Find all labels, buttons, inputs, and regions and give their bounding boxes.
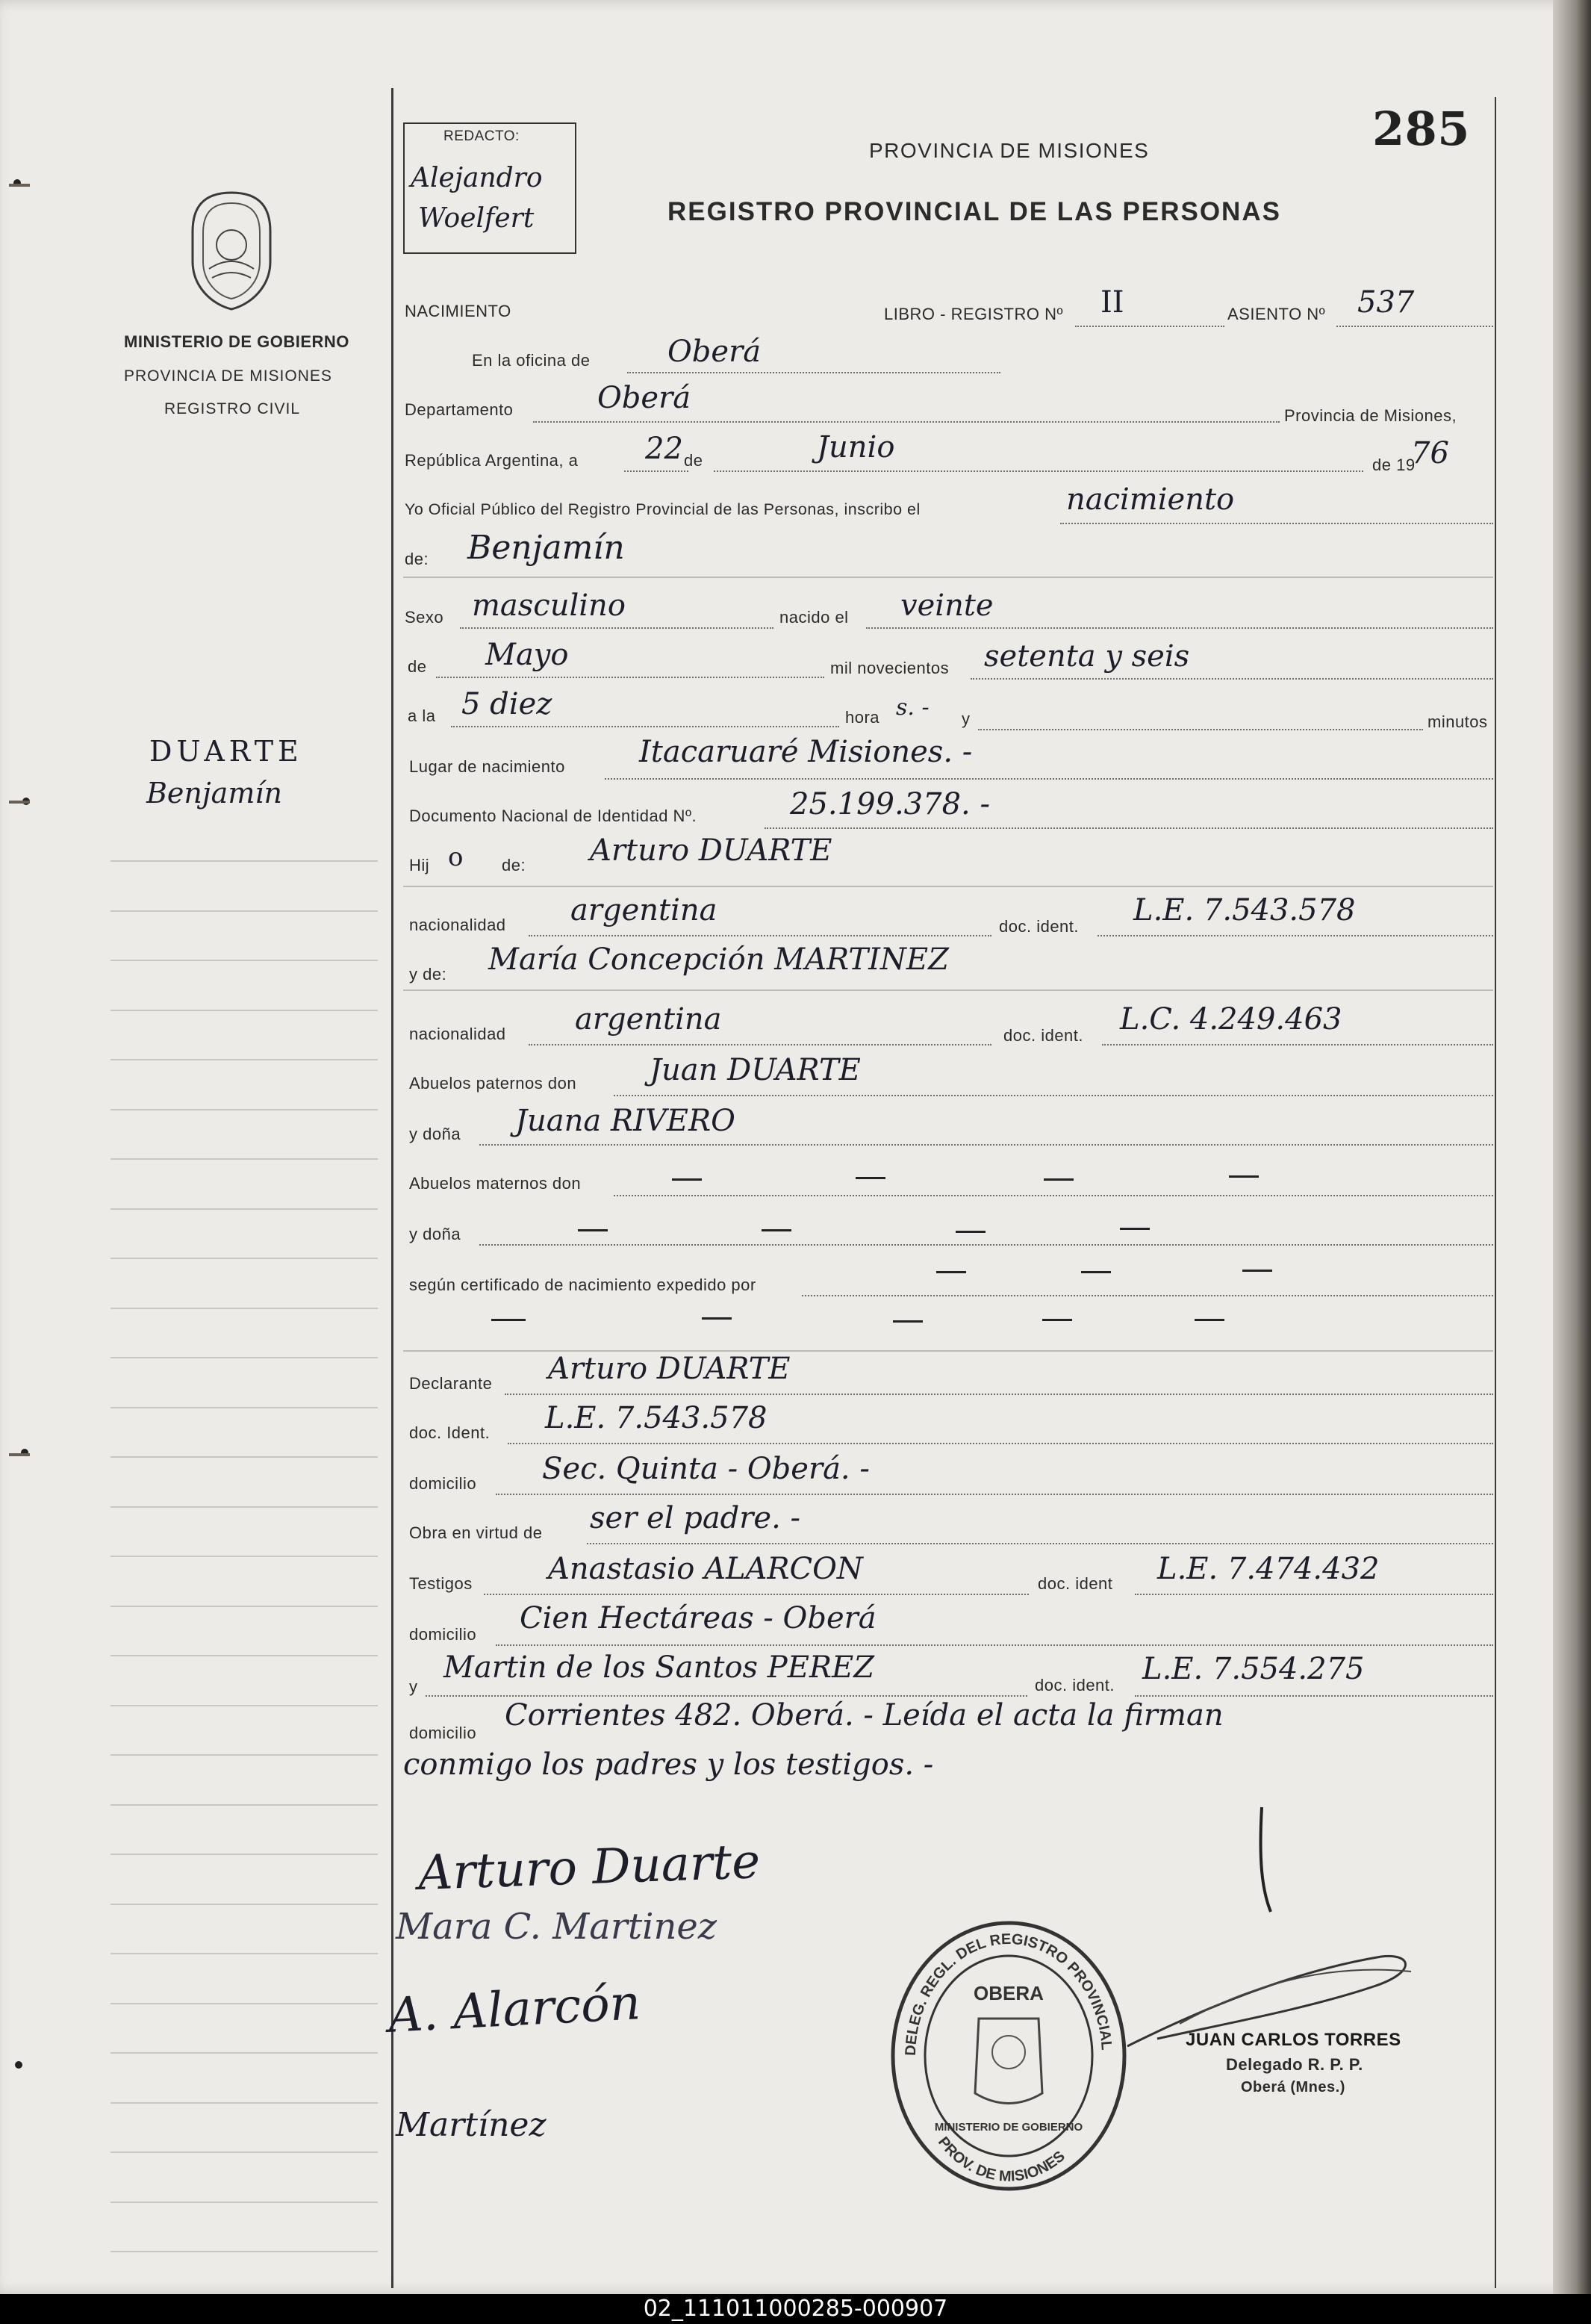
domicilio1-label: domicilio — [409, 1474, 477, 1493]
form-rule — [403, 886, 1493, 887]
sexo-label: Sexo — [405, 608, 444, 627]
republica-label: República Argentina, a — [405, 451, 579, 470]
blank-dash — [578, 1229, 608, 1231]
mes-value: Mayo — [485, 638, 569, 672]
blank-dash — [491, 1319, 526, 1321]
signature-witness-2: Martínez — [396, 2106, 547, 2144]
oficina-label: En la oficina de — [472, 351, 591, 370]
margin-rule — [110, 2052, 378, 2054]
day-value: 22 — [645, 432, 683, 466]
ministry-province: PROVINCIA DE MISIONES — [124, 367, 332, 385]
binding-hole — [15, 2061, 22, 2069]
blank-dash — [1044, 1178, 1074, 1181]
nac2-value: argentina — [575, 1002, 722, 1037]
margin-rule — [110, 1804, 378, 1806]
official-name: JUAN CARLOS TORRES — [1186, 2030, 1401, 2050]
doc3-label: doc. ident — [1038, 1574, 1113, 1593]
dots — [978, 729, 1423, 730]
dots — [866, 627, 1493, 629]
obra-value: ser el padre. - — [590, 1501, 801, 1535]
abuelo-pat-value: Juan DUARTE — [650, 1053, 861, 1087]
margin-surname: DUARTE — [149, 735, 303, 768]
doc3-value: L.E. 7.474.432 — [1157, 1552, 1380, 1586]
margin-given-name: Benjamín — [146, 777, 282, 810]
blank-dash — [936, 1271, 966, 1273]
dots — [1060, 523, 1493, 524]
hora-label: hora — [845, 708, 880, 727]
dots — [426, 1695, 1027, 1697]
asiento-label: ASIENTO Nº — [1227, 305, 1326, 323]
form-right-border — [1495, 97, 1496, 2288]
header-province: PROVINCIA DE MISIONES — [869, 139, 1150, 162]
blank-dash — [1120, 1228, 1150, 1230]
domicilio1-value: Sec. Quinta - Oberá. - — [542, 1452, 870, 1486]
anio-value: setenta y seis — [984, 639, 1190, 674]
mil-label: mil novecientos — [830, 659, 950, 677]
margin-rule — [110, 1506, 378, 1508]
abuelos-mat-label: Abuelos maternos don — [409, 1174, 582, 1193]
dots — [802, 1295, 1493, 1296]
staple — [9, 184, 30, 187]
dots — [1336, 326, 1493, 327]
margin-rule — [110, 1904, 378, 1905]
nacido-label: nacido el — [779, 608, 849, 627]
doc1-value: L.E. 7.543.578 — [1133, 893, 1356, 928]
signature-mother: Mara C. Martinez — [396, 1906, 717, 1948]
dots — [451, 726, 839, 727]
dots — [436, 677, 824, 678]
libro-value: II — [1100, 285, 1124, 320]
blank-dash — [1229, 1175, 1259, 1178]
closing-value: conmigo los padres y los testigos. - — [403, 1747, 934, 1782]
nac2-label: nacionalidad — [409, 1025, 506, 1043]
official-stamp — [885, 1918, 1132, 2194]
yde-label: y de: — [409, 965, 447, 984]
oficial-text: Yo Oficial Público del Registro Provincial de las Personas, inscribo el — [405, 500, 921, 518]
dots — [460, 627, 773, 629]
margin-rule — [110, 1556, 378, 1557]
de-name-label: de: — [405, 550, 429, 568]
nac1-label: nacionalidad — [409, 916, 506, 934]
dots — [765, 827, 1493, 829]
dots — [627, 372, 1000, 373]
abuelos-pat-label: Abuelos paternos don — [409, 1074, 577, 1093]
dots — [614, 1095, 1493, 1096]
staple — [9, 801, 30, 804]
dots — [505, 1394, 1493, 1395]
stamp-ring-text: DELEG. REGL. DEL REGISTRO PROVINCIAL — [902, 1930, 1115, 2057]
blank-dash — [672, 1178, 702, 1181]
de-label: de — [684, 451, 703, 470]
hijo-label-b: o — [448, 842, 464, 872]
dots — [508, 1443, 1493, 1444]
form-left-border — [391, 88, 393, 2288]
blank-dash — [856, 1177, 885, 1179]
margin-rule — [110, 1059, 378, 1060]
departamento-label: Departamento — [405, 400, 514, 419]
lugar-value: Itacaruaré Misiones. - — [639, 735, 973, 769]
official-location: Oberá (Mnes.) — [1241, 2079, 1345, 2095]
docident-value: L.E. 7.543.578 — [545, 1401, 768, 1435]
stamp-center-bottom: MINISTERIO DE GOBIERNO — [934, 2121, 1083, 2134]
declarante-value: Arturo DUARTE — [548, 1352, 791, 1386]
dots — [1135, 1594, 1493, 1595]
margin-rule — [110, 860, 378, 862]
testigo1-value: Anastasio ALARCON — [548, 1552, 863, 1586]
hora-value: 5 diez — [461, 687, 552, 721]
obra-label: Obra en virtud de — [409, 1523, 543, 1542]
minutos-label: minutos — [1427, 712, 1488, 731]
domicilio3-value: Corrientes 482. Oberá. - Leída el acta la firman — [505, 1698, 1224, 1733]
libro-label: LIBRO - REGISTRO Nº — [884, 305, 1064, 323]
blank-dash — [1242, 1270, 1272, 1272]
staple — [9, 1453, 30, 1456]
testigos-label: Testigos — [409, 1574, 473, 1593]
margin-rule — [110, 1208, 378, 1210]
dots — [479, 1244, 1493, 1246]
inscribo-value: nacimiento — [1066, 482, 1235, 517]
margin-rule — [110, 1308, 378, 1309]
redacto-box — [403, 122, 576, 254]
page-number: 285 — [1372, 102, 1470, 156]
blank-dash — [956, 1231, 986, 1233]
svg-text:PROV. DE MISIONES — [935, 2134, 1068, 2185]
margin-rule — [110, 1407, 378, 1408]
year-value: 76 — [1411, 436, 1449, 470]
dots — [496, 1644, 1493, 1646]
doc1-label: doc. ident. — [999, 917, 1080, 936]
dots — [1102, 1044, 1493, 1046]
doc4-value: L.E. 7.554.275 — [1142, 1652, 1365, 1686]
margin-rule — [110, 1158, 378, 1160]
image-caption: 02_111011000285-000907 — [643, 2296, 948, 2322]
nacido-value: veinte — [900, 588, 994, 623]
margin-rule — [110, 1109, 378, 1110]
hijo-label-c: de: — [502, 856, 526, 874]
registry-title: REGISTRO PROVINCIAL DE LAS PERSONAS — [667, 197, 1281, 226]
ministry-title: MINISTERIO DE GOBIERNO — [124, 332, 349, 351]
dots — [1097, 935, 1493, 936]
sexo-value: masculino — [472, 588, 626, 623]
testigo2-value: Martin de los Santos PEREZ — [443, 1650, 875, 1685]
doc2-label: doc. ident. — [1003, 1026, 1084, 1045]
abuela-pat-value: Juana RIVERO — [515, 1104, 735, 1138]
dots — [587, 1543, 1493, 1544]
blank-dash — [702, 1317, 732, 1320]
month-value: Junio — [817, 430, 895, 465]
de-mes-label: de — [408, 657, 427, 676]
dni-label: Documento Nacional de Identidad Nº. — [409, 807, 697, 825]
year-prefix: de 19 — [1372, 456, 1416, 474]
departamento-value: Oberá — [597, 381, 691, 415]
margin-rule — [110, 1854, 378, 1855]
stamp-ring-bottom: PROV. DE MISIONES — [934, 2134, 1068, 2185]
madre-value: María Concepción MARTINEZ — [488, 942, 949, 977]
blank-dash — [762, 1229, 791, 1231]
margin-rule — [110, 1655, 378, 1656]
margin-rule — [110, 1606, 378, 1607]
ministry-registry: REGISTRO CIVIL — [164, 400, 301, 417]
domicilio2-value: Cien Hectáreas - Oberá — [520, 1601, 877, 1635]
dots — [714, 470, 1363, 472]
ministry-seal — [179, 187, 284, 314]
official-title: Delegado R. P. P. — [1226, 2055, 1363, 2074]
margin-rule — [110, 2102, 378, 2104]
form-rule — [403, 989, 1493, 991]
dots — [479, 1144, 1493, 1146]
blank-dash — [1195, 1319, 1224, 1321]
signature-witness-1: A. Alarcón — [387, 1975, 642, 2044]
declarante-label: Declarante — [409, 1374, 493, 1393]
stamp-center-top: OBERA — [974, 1982, 1044, 2004]
doc2-value: L.C. 4.249.463 — [1120, 1002, 1342, 1037]
ydona2-label: y doña — [409, 1225, 461, 1243]
dots — [1135, 1695, 1493, 1697]
record-type-label: NACIMIENTO — [405, 302, 511, 320]
redacto-label: REDACTO: — [443, 128, 520, 144]
margin-rule — [110, 1357, 378, 1358]
book-edge — [1553, 0, 1591, 2294]
dots — [529, 935, 991, 936]
margin-rule — [110, 1953, 378, 1954]
dots — [533, 421, 1280, 423]
asiento-value: 537 — [1357, 285, 1415, 320]
dots — [496, 1494, 1493, 1495]
dots — [614, 1195, 1493, 1196]
margin-rule — [110, 2202, 378, 2203]
redacto-name-1: Alejandro — [411, 163, 543, 193]
domicilio2-label: domicilio — [409, 1625, 477, 1644]
dots — [484, 1594, 1029, 1595]
docident-label: doc. Ident. — [409, 1423, 491, 1442]
padre-value: Arturo DUARTE — [590, 833, 832, 868]
hijo-label-a: Hij — [409, 856, 430, 874]
dots — [624, 470, 688, 472]
dots — [971, 678, 1493, 680]
dots — [529, 1044, 991, 1046]
redacto-name-2: Woelfert — [418, 203, 535, 234]
signature-father: Arturo Duarte — [417, 1834, 762, 1901]
margin-rule — [110, 2251, 378, 2252]
name-value: Benjamín — [467, 529, 625, 567]
blank-dash — [1042, 1319, 1072, 1321]
margin-rule — [110, 1456, 378, 1458]
lugar-label: Lugar de nacimiento — [409, 757, 565, 776]
blank-dash — [893, 1320, 923, 1323]
margin-rule — [110, 910, 378, 912]
dni-value: 25.199.378. - — [790, 787, 990, 821]
margin-rule — [110, 1010, 378, 1011]
oficina-value: Oberá — [667, 335, 762, 369]
ala-label: a la — [408, 706, 436, 725]
segun-label: según certificado de nacimiento expedido por — [409, 1276, 756, 1294]
hora-suffix: s. - — [896, 695, 930, 721]
ydona1-label: y doña — [409, 1125, 461, 1143]
form-rule — [403, 577, 1493, 578]
y-label: y — [962, 709, 971, 728]
dots — [605, 778, 1493, 780]
blank-dash — [1081, 1271, 1111, 1273]
margin-rule — [110, 2003, 378, 2004]
dots — [1075, 326, 1224, 327]
margin-rule — [110, 1754, 378, 1756]
margin-rule — [110, 960, 378, 961]
provincia-label: Provincia de Misiones, — [1284, 406, 1457, 425]
nac1-value: argentina — [570, 893, 717, 928]
doc4-label: doc. ident. — [1035, 1676, 1115, 1694]
domicilio3-label: domicilio — [409, 1724, 477, 1742]
y-testigo-label: y — [409, 1677, 418, 1696]
margin-rule — [110, 1258, 378, 1259]
margin-rule — [110, 1705, 378, 1706]
margin-rule — [110, 2151, 378, 2153]
